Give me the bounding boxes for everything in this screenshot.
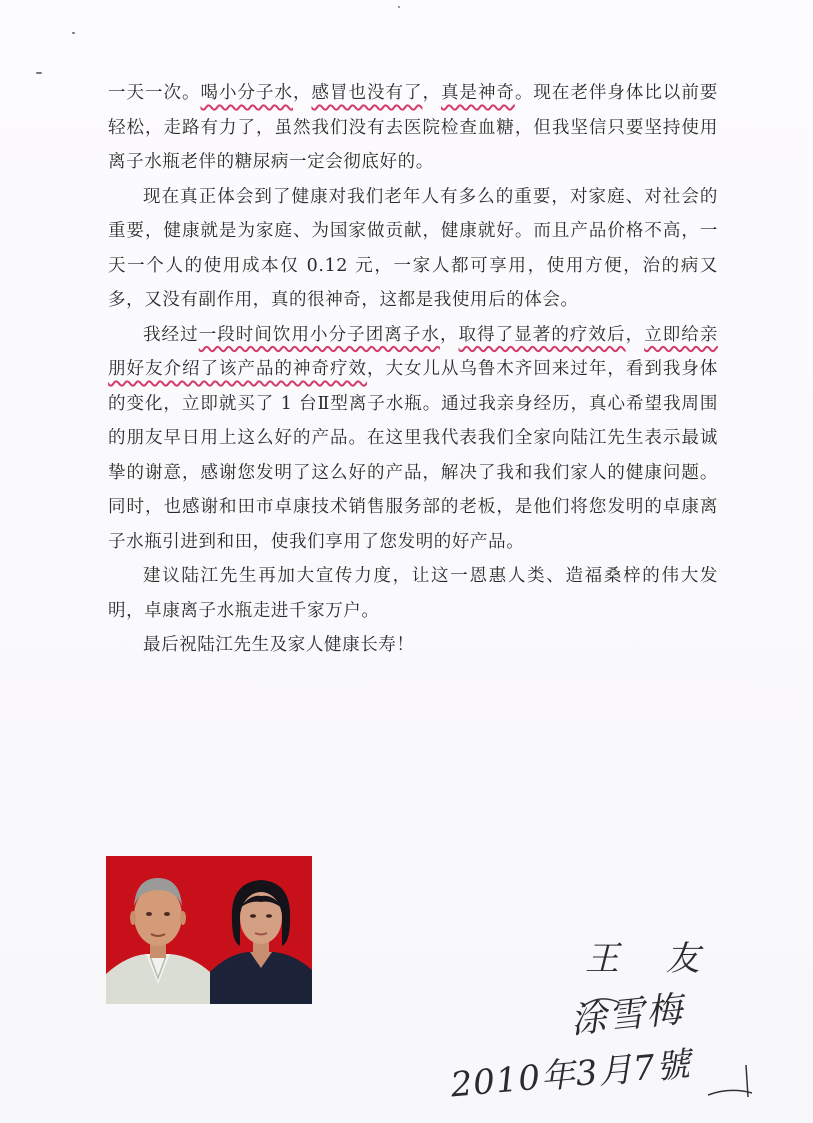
portrait-woman-illustration bbox=[210, 856, 312, 1004]
paragraph-4: 建议陆江先生再加大宣传力度，让这一恩惠人类、造福桑梓的伟大发明，卓康离子水瓶走进千家万户。 bbox=[108, 566, 718, 621]
scan-speck bbox=[72, 32, 75, 34]
underlined-phrase: 立即给亲朋好友介绍了该产品的神奇疗效 bbox=[108, 324, 718, 379]
signature-date: 2010年3月7號 bbox=[449, 1044, 693, 1106]
signature-name-2: 涂雪梅 bbox=[568, 989, 687, 1042]
scan-speck bbox=[36, 72, 42, 74]
underlined-phrase: 真是神奇 bbox=[440, 83, 515, 103]
underlined-phrase: 一段时间饮用小分子团离子水 bbox=[198, 324, 440, 345]
paragraph-2: 现在真正体会到了健康对我们老年人有多么的重要，对家庭、对社会的重要，健康就是为家庭、为国家做贡献，健康就好。而且产品价格不高，一天一个人的使用成本仅 0.12 元，一家人都可享用，使用方便，治的病又多，又没有副作用，真的很神奇，这都是我使用后的体会。 bbox=[108, 186, 718, 310]
underlined-phrase: 取得了显著的疗效后 bbox=[458, 324, 626, 345]
signature-name-1: 王 友 bbox=[585, 939, 718, 979]
paragraph-5: 最后祝陆江先生及家人健康长寿！ bbox=[143, 635, 415, 655]
portrait-man-illustration bbox=[106, 856, 210, 1004]
underlined-phrase: 喝小分子水 bbox=[200, 83, 293, 103]
scan-speck bbox=[398, 6, 400, 8]
letter-body bbox=[108, 76, 718, 663]
underlined-phrase: 感冒也没有了 bbox=[311, 83, 423, 103]
paragraph-3: 我经过一段时间饮用小分子团离子水，取得了显著的疗效后，立即给亲朋好友介绍了该产品的神奇疗效，大女儿从乌鲁木齐回来过年，看到我身体的变化，立即就买了 1 台Ⅱ型离子水瓶。通过我亲身经历，真心希望我周围的朋友早日用上这么好的产品。在这里我代表我们全家向陆江先生表示最诚挚的谢意，感谢您发明了这么好的产品，解决了我和我们家人的健康问题。同时，也感谢和田市卓康技术销售服务部的老板，是他们将您发明的卓康离子水瓶引进到和田，使我们享用了您发明的好产品。 bbox=[108, 324, 718, 552]
portrait-photo-woman bbox=[210, 856, 312, 1004]
portrait-photo-man bbox=[106, 856, 210, 1004]
paragraph-1: 一天一次。喝小分子水，感冒也没有了，真是神奇。现在老伴身体比以前要轻松，走路有力了，虽然我们没有去医院检查血糖，但我坚信只要坚持使用离子水瓶老伴的糖尿病一定会彻底好的。 bbox=[108, 83, 718, 172]
handwritten-signature bbox=[430, 925, 770, 1115]
